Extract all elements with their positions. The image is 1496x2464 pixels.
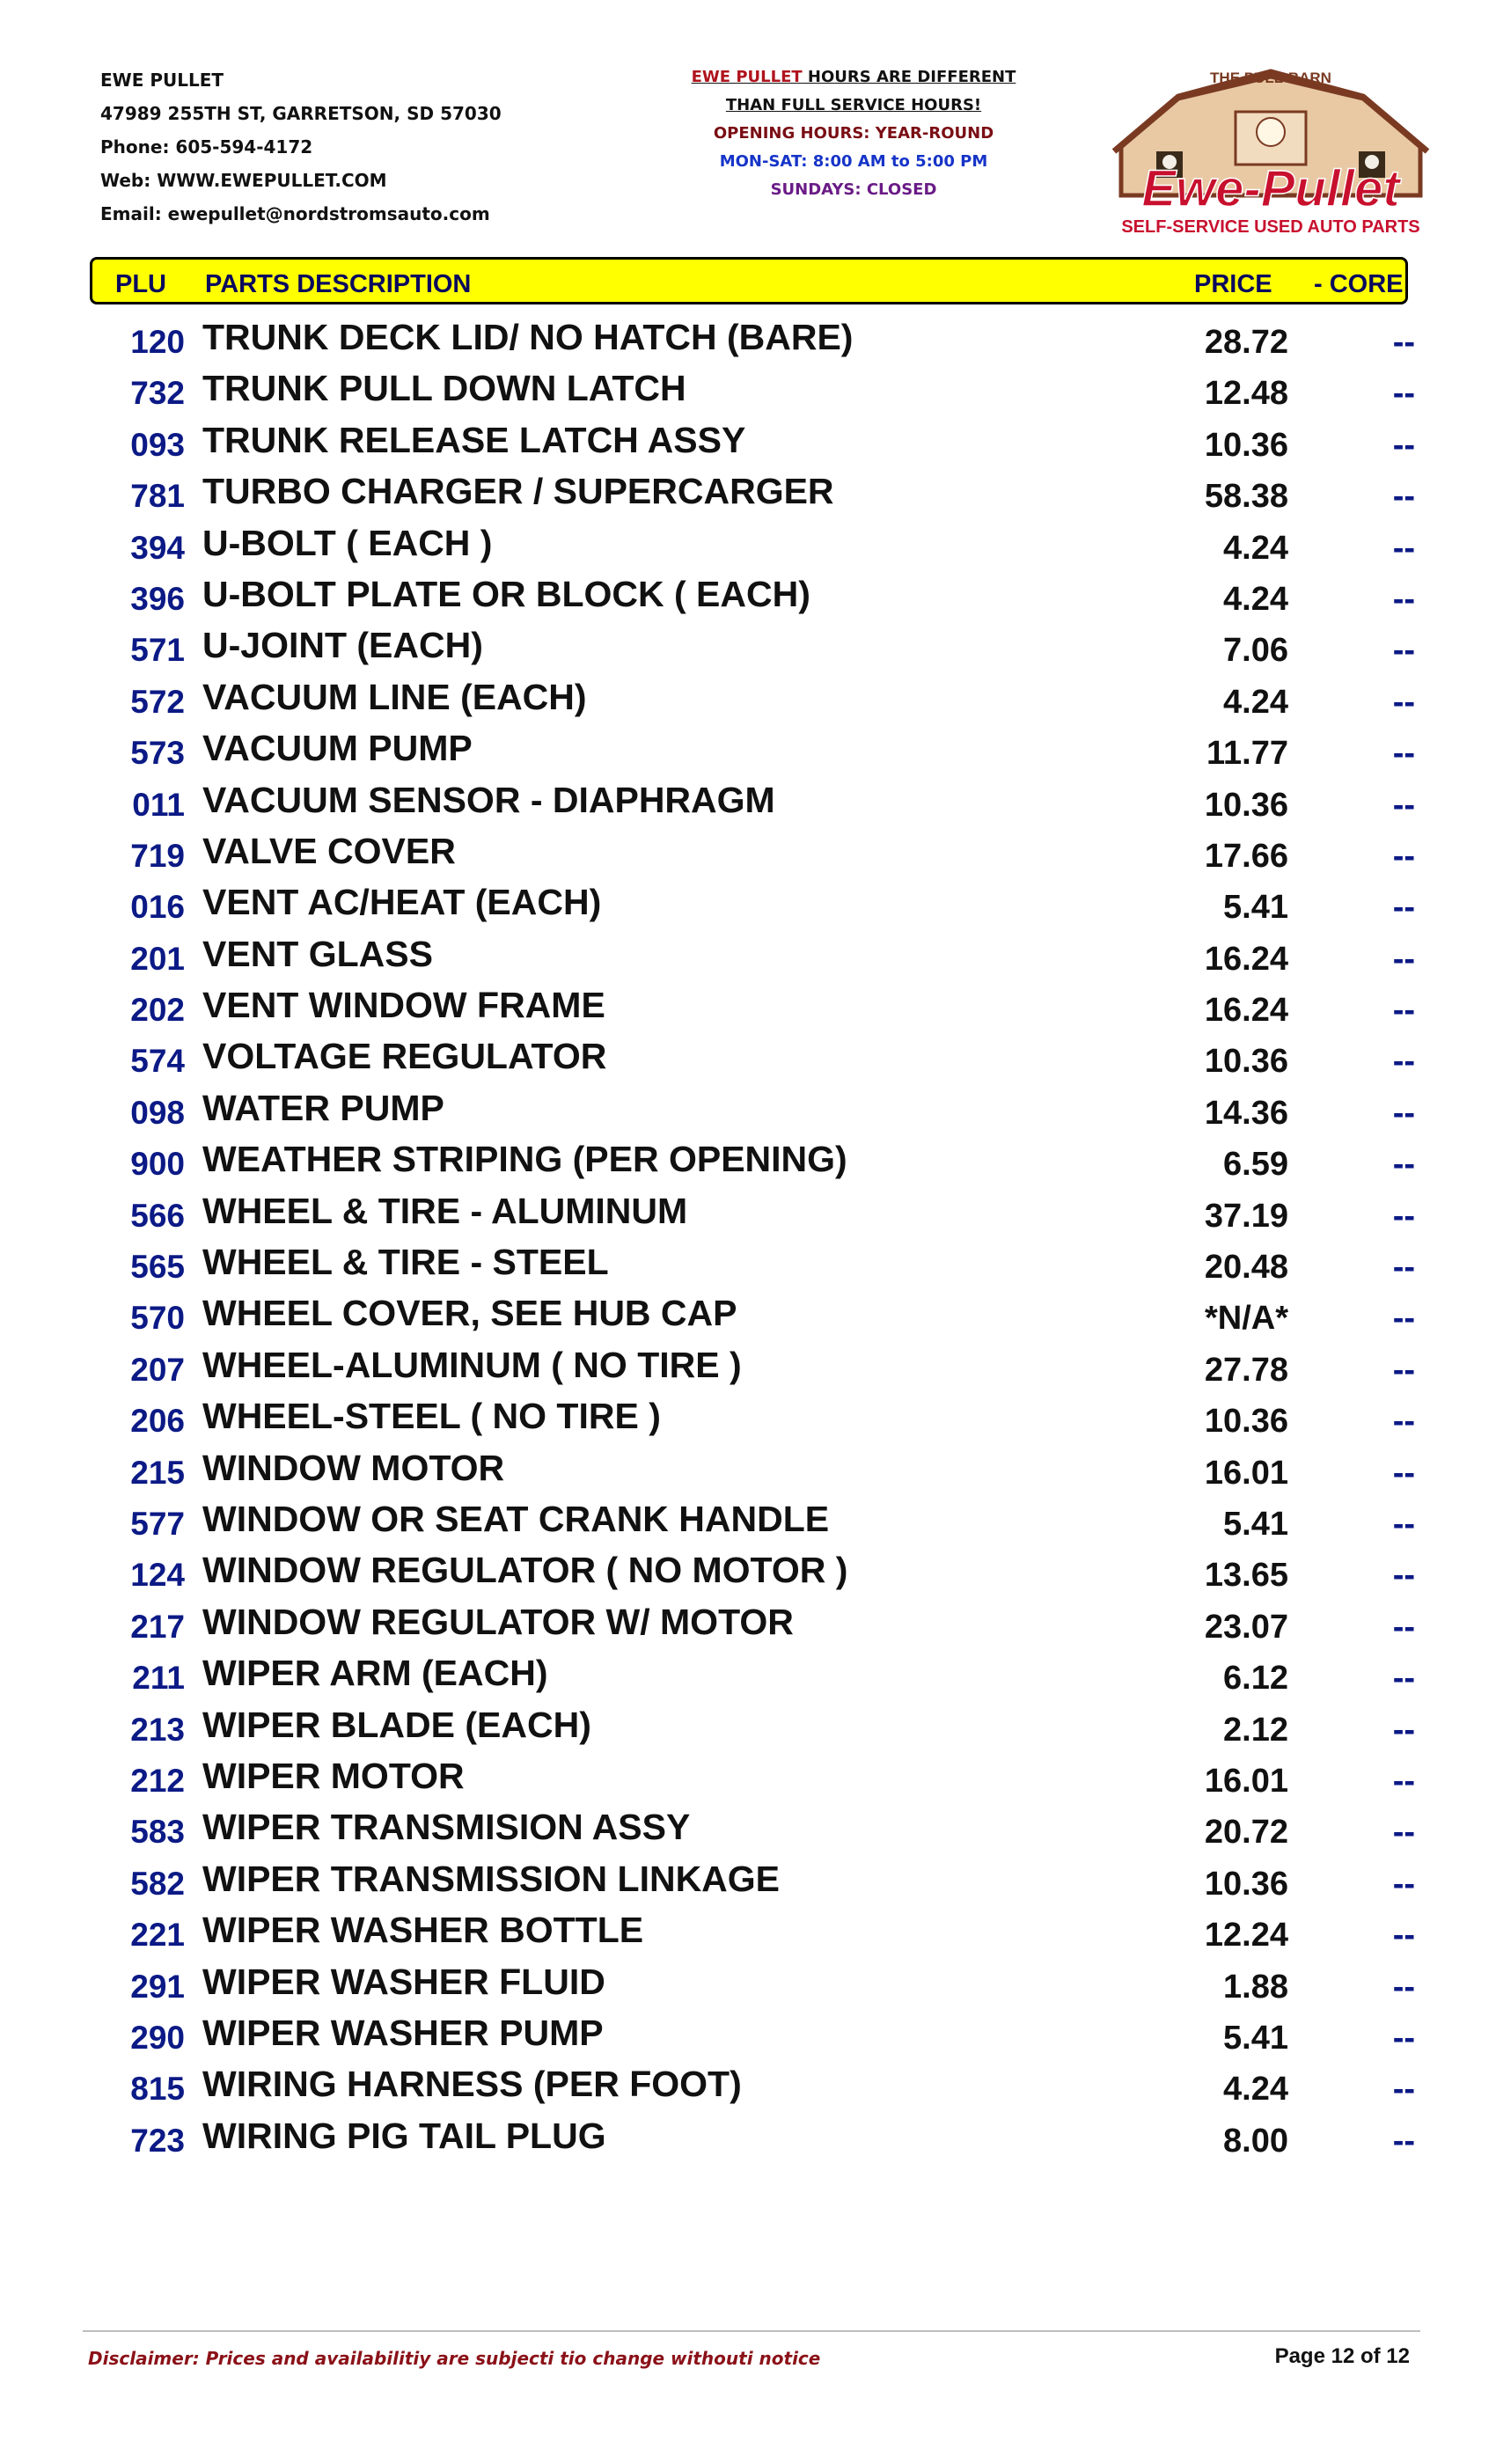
part-plu: 291 xyxy=(130,1968,185,2005)
part-core: -- xyxy=(1392,478,1415,516)
part-description: WIPER WASHER BOTTLE xyxy=(202,1910,644,1951)
part-description: TRUNK RELEASE LATCH ASSY xyxy=(202,419,746,460)
part-core: -- xyxy=(1392,2071,1415,2108)
table-row xyxy=(0,1859,1496,1910)
part-description: WINDOW OR SEAT CRANK HANDLE xyxy=(202,1498,830,1539)
table-row xyxy=(0,728,1496,779)
part-description: TRUNK DECK LID/ NO HATCH (BARE) xyxy=(202,317,854,357)
business-address: 47989 255TH ST, GARRETSON, SD 57030 xyxy=(100,103,502,124)
part-price: 16.01 xyxy=(1204,1454,1288,1492)
table-row xyxy=(0,625,1496,676)
part-description: U-JOINT (EACH) xyxy=(202,625,483,666)
part-description: WEATHER STRIPING (PER OPENING) xyxy=(202,1139,847,1180)
table-row xyxy=(0,420,1496,471)
part-core: -- xyxy=(1392,1762,1415,1800)
part-price: 17.66 xyxy=(1204,837,1288,875)
part-core: -- xyxy=(1392,529,1415,567)
part-core: -- xyxy=(1392,2122,1415,2160)
part-core: -- xyxy=(1392,1557,1415,1595)
part-core: -- xyxy=(1392,632,1415,670)
part-plu: 900 xyxy=(130,1146,185,1183)
column-price: PRICE xyxy=(1194,270,1272,298)
part-plu: 206 xyxy=(130,1403,185,1440)
table-row xyxy=(0,1705,1496,1756)
part-plu: 011 xyxy=(132,786,185,823)
part-price: 13.65 xyxy=(1204,1557,1288,1595)
part-plu: 394 xyxy=(130,529,185,566)
sunday-hours: SUNDAYS: CLOSED xyxy=(770,180,937,199)
part-plu: 207 xyxy=(130,1351,185,1388)
table-row xyxy=(0,368,1496,419)
table-row xyxy=(0,1036,1496,1087)
part-description: VACUUM SENSOR - DIAPHRAGM xyxy=(202,779,775,820)
part-description: WIPER ARM (EACH) xyxy=(202,1653,548,1694)
logo-main-text: Ewe-Pullet xyxy=(1141,160,1400,217)
part-price: 16.24 xyxy=(1204,992,1288,1030)
part-description: WINDOW REGULATOR W/ MOTOR xyxy=(202,1601,794,1642)
part-plu: 565 xyxy=(130,1249,185,1286)
part-plu: 572 xyxy=(130,683,185,720)
table-row xyxy=(0,1807,1496,1858)
part-core: -- xyxy=(1392,683,1415,721)
part-core: -- xyxy=(1392,2019,1415,2057)
table-row xyxy=(0,1653,1496,1704)
part-description: VALVE COVER xyxy=(202,830,456,871)
part-plu: 016 xyxy=(130,889,185,926)
part-core: -- xyxy=(1392,940,1415,978)
part-description: VENT AC/HEAT (EACH) xyxy=(202,882,602,923)
part-price: 14.36 xyxy=(1204,1094,1288,1132)
part-description: WIPER WASHER PUMP xyxy=(202,2012,604,2053)
part-description: WINDOW MOTOR xyxy=(202,1447,505,1488)
part-price: 4.24 xyxy=(1223,2071,1288,2108)
part-plu: 566 xyxy=(130,1197,185,1234)
table-row xyxy=(0,2116,1496,2167)
part-plu: 719 xyxy=(130,837,185,874)
part-price: 12.24 xyxy=(1204,1917,1288,1954)
table-row xyxy=(0,780,1496,831)
part-core: -- xyxy=(1392,1249,1415,1287)
table-row xyxy=(0,831,1496,882)
part-price: 5.41 xyxy=(1223,1505,1288,1543)
footer-divider xyxy=(83,2330,1420,2332)
table-row xyxy=(0,1550,1496,1601)
part-description: VACUUM LINE (EACH) xyxy=(202,676,587,717)
part-core: -- xyxy=(1392,324,1415,361)
table-row xyxy=(0,882,1496,933)
part-core: -- xyxy=(1392,1660,1415,1698)
part-plu: 582 xyxy=(130,1865,185,1902)
table-row xyxy=(0,1602,1496,1653)
table-row xyxy=(0,1499,1496,1550)
part-description: WINDOW REGULATOR ( NO MOTOR ) xyxy=(202,1550,848,1591)
business-name: EWE PULLET xyxy=(100,70,224,91)
table-row xyxy=(0,471,1496,522)
hours-line-1 xyxy=(669,63,1038,92)
column-core: - CORE xyxy=(1314,270,1404,298)
table-row xyxy=(0,1293,1496,1344)
part-core: -- xyxy=(1392,1300,1415,1338)
part-plu: 723 xyxy=(130,2122,185,2159)
table-row xyxy=(0,1191,1496,1242)
part-core: -- xyxy=(1392,1865,1415,1903)
part-plu: 221 xyxy=(130,1917,185,1954)
table-row xyxy=(0,1756,1496,1807)
table-row xyxy=(0,934,1496,985)
hours-brand: EWE PULLET xyxy=(691,68,803,86)
table-row xyxy=(0,985,1496,1036)
part-price: 37.19 xyxy=(1204,1197,1288,1235)
part-core: -- xyxy=(1392,1454,1415,1492)
part-plu: 571 xyxy=(130,632,185,669)
business-web: Web: WWW.EWEPULLET.COM xyxy=(100,170,387,191)
part-description: WHEEL COVER, SEE HUB CAP xyxy=(202,1293,737,1334)
part-description: WIRING HARNESS (PER FOOT) xyxy=(202,2064,742,2105)
part-core: -- xyxy=(1392,837,1415,875)
hours-notice xyxy=(669,63,1038,204)
part-plu: 290 xyxy=(130,2019,185,2056)
part-price: 58.38 xyxy=(1204,478,1288,516)
table-row xyxy=(0,1910,1496,1961)
logo-top-text: THE PULL-BARN xyxy=(1210,70,1331,86)
part-plu: 781 xyxy=(130,478,185,515)
contact-info xyxy=(100,63,593,231)
part-core: -- xyxy=(1392,580,1415,618)
part-plu: 583 xyxy=(130,1814,185,1851)
part-description: WHEEL-STEEL ( NO TIRE ) xyxy=(202,1396,661,1437)
column-plu: PLU xyxy=(115,270,166,298)
table-row xyxy=(0,523,1496,574)
part-price: 10.36 xyxy=(1204,1865,1288,1903)
table-row xyxy=(0,1345,1496,1396)
part-price: 20.72 xyxy=(1204,1814,1288,1852)
business-phone: Phone: 605-594-4172 xyxy=(100,136,313,158)
part-description: U-BOLT ( EACH ) xyxy=(202,522,493,563)
part-description: WIRING PIG TAIL PLUG xyxy=(202,2115,606,2156)
part-description: WHEEL & TIRE - ALUMINUM xyxy=(202,1190,688,1231)
ewe-pullet-logo xyxy=(1095,63,1447,248)
part-price: 11.77 xyxy=(1206,735,1288,773)
page-number: Page 12 of 12 xyxy=(1274,2344,1410,2368)
part-core: -- xyxy=(1392,1814,1415,1852)
part-core: -- xyxy=(1392,1351,1415,1389)
part-core: -- xyxy=(1392,889,1415,927)
part-price: 4.24 xyxy=(1223,683,1288,721)
logo-tagline: SELF-SERVICE USED AUTO PARTS xyxy=(1121,217,1420,237)
part-price: 10.36 xyxy=(1204,1043,1288,1081)
part-price: *N/A* xyxy=(1204,1300,1288,1338)
column-description: PARTS DESCRIPTION xyxy=(205,270,472,298)
part-price: 10.36 xyxy=(1204,1403,1288,1441)
part-description: WIPER TRANSMISION ASSY xyxy=(202,1807,691,1848)
part-core: -- xyxy=(1392,1197,1415,1235)
part-core: -- xyxy=(1392,786,1415,824)
part-plu: 215 xyxy=(130,1454,185,1491)
part-description: WHEEL-ALUMINUM ( NO TIRE ) xyxy=(202,1344,742,1385)
part-description: VENT WINDOW FRAME xyxy=(202,985,605,1026)
part-price: 1.88 xyxy=(1223,1968,1288,2006)
part-plu: 815 xyxy=(130,2071,185,2108)
part-plu: 098 xyxy=(130,1094,185,1131)
part-plu: 573 xyxy=(130,735,185,772)
part-plu: 570 xyxy=(130,1300,185,1337)
part-plu: 574 xyxy=(130,1043,185,1080)
part-price: 4.24 xyxy=(1223,580,1288,618)
part-price: 28.72 xyxy=(1204,324,1288,361)
part-price: 8.00 xyxy=(1223,2122,1288,2160)
part-plu: 211 xyxy=(132,1660,185,1697)
part-price: 16.01 xyxy=(1204,1762,1288,1800)
weekday-hours: MON-SAT: 8:00 AM to 5:00 PM xyxy=(719,152,988,171)
part-price: 27.78 xyxy=(1204,1351,1288,1389)
part-price: 16.24 xyxy=(1204,940,1288,978)
part-price: 10.36 xyxy=(1204,426,1288,464)
part-core: -- xyxy=(1392,1968,1415,2006)
part-description: WIPER WASHER FLUID xyxy=(202,1961,605,2002)
part-core: -- xyxy=(1392,375,1415,413)
table-row xyxy=(0,1962,1496,2013)
part-plu: 217 xyxy=(130,1608,185,1645)
part-core: -- xyxy=(1392,735,1415,773)
disclaimer: Disclaimer: Prices and availabilitiy are subjecti tio change withouti notice xyxy=(88,2348,821,2369)
part-core: -- xyxy=(1392,1608,1415,1646)
part-plu: 201 xyxy=(130,940,185,977)
part-description: WHEEL & TIRE - STEEL xyxy=(202,1242,609,1283)
column-header-bar xyxy=(90,257,1408,304)
part-description: U-BOLT PLATE OR BLOCK ( EACH) xyxy=(202,573,810,614)
table-row xyxy=(0,1242,1496,1293)
part-plu: 120 xyxy=(130,324,185,360)
part-price: 7.06 xyxy=(1223,632,1288,670)
part-description: VENT GLASS xyxy=(202,933,433,974)
parts-list xyxy=(0,317,1496,2167)
part-price: 5.41 xyxy=(1223,2019,1288,2057)
table-row xyxy=(0,574,1496,625)
part-description: VACUUM PUMP xyxy=(202,728,473,769)
table-row xyxy=(0,317,1496,368)
part-plu: 093 xyxy=(130,426,185,463)
part-core: -- xyxy=(1392,426,1415,464)
part-core: -- xyxy=(1392,1043,1415,1081)
part-plu: 396 xyxy=(130,580,185,617)
hours-line-1-rest: HOURS ARE DIFFERENT xyxy=(802,68,1016,86)
table-row xyxy=(0,677,1496,728)
part-core: -- xyxy=(1392,1917,1415,1954)
part-price: 6.59 xyxy=(1223,1146,1288,1184)
table-row xyxy=(0,2064,1496,2115)
part-core: -- xyxy=(1392,1094,1415,1132)
part-price: 12.48 xyxy=(1204,375,1288,413)
table-row xyxy=(0,1088,1496,1139)
part-price: 10.36 xyxy=(1204,786,1288,824)
part-core: -- xyxy=(1392,1403,1415,1441)
part-price: 20.48 xyxy=(1204,1249,1288,1287)
part-plu: 124 xyxy=(130,1557,185,1594)
part-core: -- xyxy=(1392,992,1415,1030)
part-description: WIPER TRANSMISSION LINKAGE xyxy=(202,1858,781,1899)
part-price: 4.24 xyxy=(1223,529,1288,567)
part-plu: 732 xyxy=(130,375,185,412)
opening-hours: OPENING HOURS: YEAR-ROUND xyxy=(713,124,994,143)
hours-line-2: THAN FULL SERVICE HOURS! xyxy=(725,96,982,114)
part-price: 5.41 xyxy=(1223,889,1288,927)
business-email: Email: ewepullet@nordstromsauto.com xyxy=(100,203,490,224)
part-description: WIPER MOTOR xyxy=(202,1755,465,1796)
part-description: VOLTAGE REGULATOR xyxy=(202,1036,607,1077)
part-plu: 577 xyxy=(130,1505,185,1542)
part-price: 6.12 xyxy=(1223,1660,1288,1698)
part-core: -- xyxy=(1392,1146,1415,1184)
part-description: TURBO CHARGER / SUPERCARGER xyxy=(202,471,834,512)
part-core: -- xyxy=(1392,1505,1415,1543)
part-description: TRUNK PULL DOWN LATCH xyxy=(202,368,686,409)
table-row xyxy=(0,2013,1496,2064)
part-price: 23.07 xyxy=(1204,1608,1288,1646)
table-row xyxy=(0,1448,1496,1499)
table-row xyxy=(0,1139,1496,1190)
part-description: WATER PUMP xyxy=(202,1087,444,1128)
part-plu: 213 xyxy=(130,1711,185,1748)
part-plu: 202 xyxy=(130,992,185,1029)
part-core: -- xyxy=(1392,1711,1415,1749)
part-price: 2.12 xyxy=(1223,1711,1288,1749)
part-plu: 212 xyxy=(130,1762,185,1799)
table-row xyxy=(0,1396,1496,1447)
part-description: WIPER BLADE (EACH) xyxy=(202,1704,591,1745)
